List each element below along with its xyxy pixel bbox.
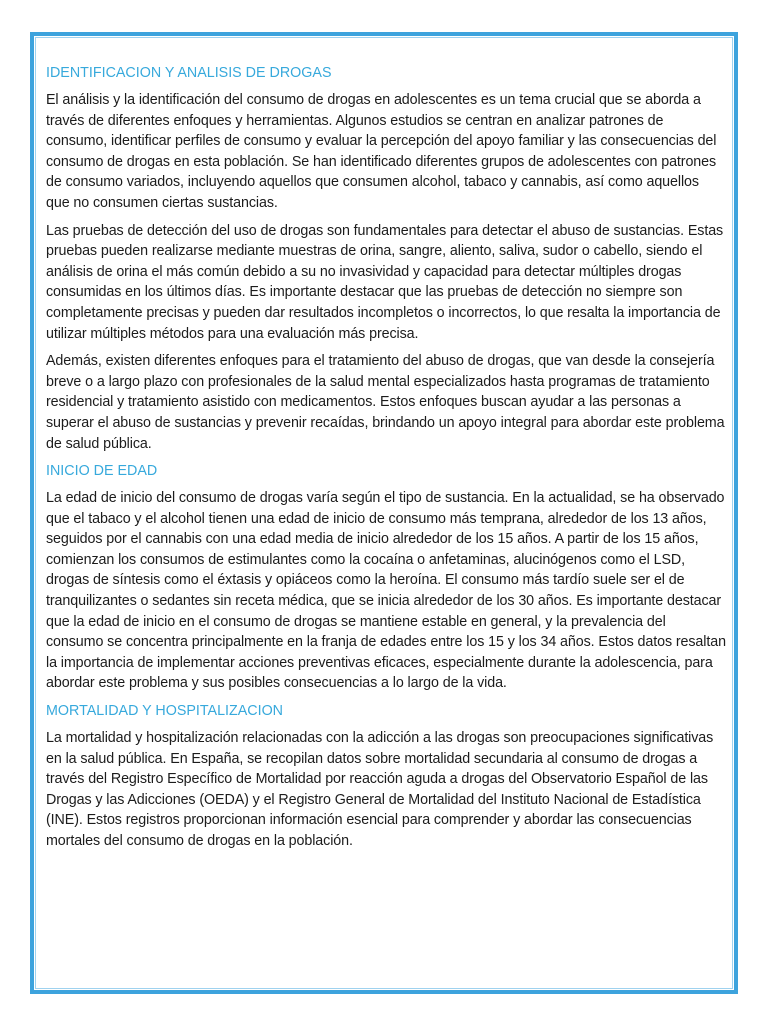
section-heading-inicio-de-edad: INICIO DE EDAD bbox=[46, 463, 158, 480]
section-heading-identificacion: IDENTIFICACION Y ANALISIS DE DROGAS bbox=[46, 65, 332, 81]
paragraph: La edad de inicio del consumo de drogas varía según el tipo de sustancia. En la actualidad, se ha observado que el tabaco y el alcohol tienen una edad de inicio de consumo más temprana, alrededor de los 13 años, seguidos por el cannabis con una edad media de inicio alrededor de los 15 años. A partir de los 15 años, comienzan los consumos de estimulantes como la cocaína o anfetaminas, alucinógenos como el LSD, drogas de síntesis como el éxtasis y opiáceos como la heroína. El consumo más tardío suele ser el de tranquilizantes o sedantes sin receta médica, que se inicia alrededor de los 30 años. Es importante destacar que la edad de inicio en el consumo de drogas se mantiene estable en general, y la prevalencia del consumo se concentra principalmente en la franja de edades entre los 15 y los 34 años. Estos datos resaltan la importancia de implementar acciones preventivas eficaces, especialmente durante la adolescencia, para abordar este problema y sus posibles consecuencias a lo largo de la vida. bbox=[46, 490, 726, 692]
paragraph: Las pruebas de detección del uso de drogas son fundamentales para detectar el abuso de sustancias. Estas pruebas pueden realizarse mediante muestras de orina, sangre, aliento, saliva, sudor o cabello, siendo el análisis de orina el más común debido a su no invasividad y capacidad para detectar múltiples drogas consumidas en los últimos días. Es importante destacar que las pruebas de detección no siempre son completamente precisas y pueden dar resultados incompletos o incorrectos, lo que resalta la importancia de utilizar múltiples métodos para una evaluación más precisa. bbox=[46, 222, 724, 342]
paragraph: La mortalidad y hospitalización relacionadas con la adicción a las drogas son preocupaciones significativas en la salud pública. En España, se recopilan datos sobre mortalidad secundaria al consumo de drogas a través del Registro Específico de Mortalidad por reacción aguda a drogas del Observatorio Español de las Drogas y las Adicciones (OEDA) y el Registro General de Mortalidad del Instituto Nacional de Estadística (INE). Estos registros proporcionan información esencial para comprender y abordar las consecuencias mortales del consumo de drogas en la población. bbox=[46, 730, 714, 849]
paragraph: El análisis y la identificación del consumo de drogas en adolescentes es un tema crucial que se aborda a través de diferentes enfoques y herramientas. Algunos estudios se centran en analizar patrones de consumo, identificar perfiles de consumo y evaluar la percepción del apoyo familiar y las consecuencias del consumo de drogas en esta población. Se han identificado diferentes grupos de adolescentes con patrones de consumo variados, incluyendo aquellos que consumen alcohol, tabaco y cannabis, así como aquellos que no consumen ciertas sustancias. bbox=[46, 92, 717, 211]
section-heading-mortalidad: MORTALIDAD Y HOSPITALIZACION bbox=[46, 703, 284, 720]
paragraph: Además, existen diferentes enfoques para el tratamiento del abuso de drogas, que van desde la consejería breve o a largo plazo con profesionales de la salud mental especializados hasta programas de tratamiento residencial y tratamiento asistido con medicamentos. Estos enfoques buscan ayudar a las personas a superar el abuso de sustancias y prevenir recaídas, brindando un apoyo integral para abordar este problema de salud pública. bbox=[46, 353, 725, 452]
document-body bbox=[46, 63, 726, 859]
